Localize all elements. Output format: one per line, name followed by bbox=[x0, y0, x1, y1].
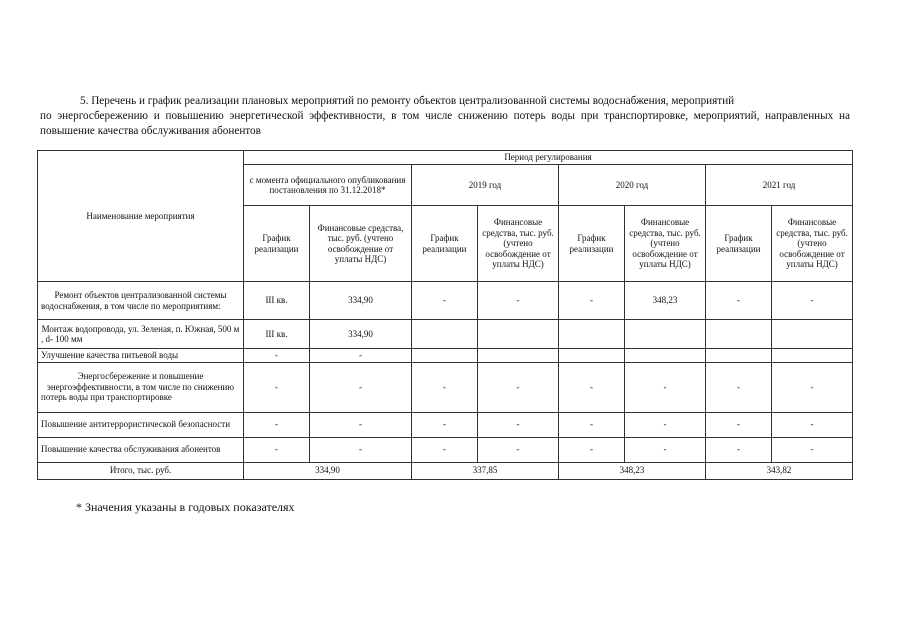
total-label: Итого, тыс. руб. bbox=[38, 462, 244, 479]
cell: - bbox=[478, 362, 559, 412]
cell: - bbox=[310, 412, 412, 437]
cell: - bbox=[478, 412, 559, 437]
cell: - bbox=[706, 437, 772, 462]
cell: - bbox=[310, 349, 412, 363]
row-name: Монтаж водопровода, ул. Зеленая, п. Южная, 500 м , d- 100 мм bbox=[38, 320, 244, 349]
footnote: * Значения указаны в годовых показателях bbox=[76, 500, 295, 514]
header-period-2021: 2021 год bbox=[706, 165, 853, 206]
header-period-2020: 2020 год bbox=[559, 165, 706, 206]
table-row bbox=[38, 362, 853, 412]
header-finance: Финансовые средства, тыс. руб. (учтено освобождение от уплаты НДС) bbox=[478, 206, 559, 282]
header-schedule: График реализации bbox=[706, 206, 772, 282]
cell bbox=[559, 320, 625, 349]
row-name: Повышение антитеррористической безопасности bbox=[38, 412, 244, 437]
total-row bbox=[38, 462, 853, 479]
header-period-initial: с момента официального опубликования постановления по 31.12.2018* bbox=[244, 165, 412, 206]
cell: - bbox=[412, 362, 478, 412]
heading-continuation: по энергосбережению и повышению энергетической эффективности, в том числе снижению потерь воды при транспортировке, мероприятий, направленных на повышение качества обслуживания абонентов bbox=[40, 110, 850, 137]
cell: - bbox=[310, 437, 412, 462]
cell bbox=[412, 320, 478, 349]
cell: 334,90 bbox=[310, 282, 412, 320]
cell: - bbox=[559, 282, 625, 320]
cell bbox=[478, 349, 559, 363]
total-2019: 337,85 bbox=[412, 462, 559, 479]
cell: - bbox=[625, 362, 706, 412]
header-finance: Финансовые средства, тыс. руб. (учтено освобождение от уплаты НДС) bbox=[310, 206, 412, 282]
cell: - bbox=[478, 282, 559, 320]
cell bbox=[706, 320, 772, 349]
header-finance: Финансовые средства, тыс. руб. (учтено освобождение от уплаты НДС) bbox=[772, 206, 853, 282]
cell bbox=[625, 320, 706, 349]
row-name: Повышение качества обслуживания абонентов bbox=[38, 437, 244, 462]
header-schedule: График реализации bbox=[559, 206, 625, 282]
cell: - bbox=[244, 412, 310, 437]
cell: - bbox=[559, 412, 625, 437]
cell: III кв. bbox=[244, 282, 310, 320]
cell: - bbox=[310, 362, 412, 412]
cell: - bbox=[706, 362, 772, 412]
cell bbox=[706, 349, 772, 363]
cell: - bbox=[772, 362, 853, 412]
cell: - bbox=[706, 412, 772, 437]
cell: - bbox=[244, 362, 310, 412]
cell: - bbox=[412, 437, 478, 462]
table-row bbox=[38, 412, 853, 437]
header-finance: Финансовые средства, тыс. руб. (учтено освобождение от уплаты НДС) bbox=[625, 206, 706, 282]
header-activity-name: Наименование мероприятия bbox=[38, 151, 244, 282]
header-period: Период регулирования bbox=[244, 151, 853, 165]
heading-first-line: 5. Перечень и график реализации плановых мероприятий по ремонту объектов централизованной системы водоснабжения, мероприятий bbox=[80, 95, 735, 107]
cell: - bbox=[412, 412, 478, 437]
cell: 334,90 bbox=[310, 320, 412, 349]
cell: - bbox=[478, 437, 559, 462]
cell: - bbox=[244, 349, 310, 363]
header-schedule: График реализации bbox=[244, 206, 310, 282]
plan-table bbox=[37, 150, 853, 480]
table-row bbox=[38, 349, 853, 363]
row-name: Улучшение качества питьевой воды bbox=[38, 349, 244, 363]
cell bbox=[412, 349, 478, 363]
cell bbox=[559, 349, 625, 363]
section-heading bbox=[40, 94, 850, 139]
cell: - bbox=[772, 412, 853, 437]
row-name: Энергосбережение и повышение энергоэффективности, в том числе по снижению потерь воды при транспортировке bbox=[38, 362, 244, 412]
row-name: Ремонт объектов централизованной системы водоснабжения, в том числе по мероприятиям: bbox=[38, 282, 244, 320]
cell: - bbox=[706, 282, 772, 320]
cell: - bbox=[625, 437, 706, 462]
total-initial: 334,90 bbox=[244, 462, 412, 479]
total-2021: 343,82 bbox=[706, 462, 853, 479]
table-row bbox=[38, 282, 853, 320]
cell: 348,23 bbox=[625, 282, 706, 320]
cell: - bbox=[559, 362, 625, 412]
table-row bbox=[38, 437, 853, 462]
cell bbox=[772, 320, 853, 349]
cell: III кв. bbox=[244, 320, 310, 349]
cell bbox=[478, 320, 559, 349]
header-row-period bbox=[38, 151, 853, 165]
total-2020: 348,23 bbox=[559, 462, 706, 479]
cell: - bbox=[244, 437, 310, 462]
table-row bbox=[38, 320, 853, 349]
cell: - bbox=[412, 282, 478, 320]
cell: - bbox=[772, 282, 853, 320]
cell: - bbox=[772, 437, 853, 462]
header-period-2019: 2019 год bbox=[412, 165, 559, 206]
cell bbox=[772, 349, 853, 363]
header-schedule: График реализации bbox=[412, 206, 478, 282]
cell: - bbox=[559, 437, 625, 462]
cell: - bbox=[625, 412, 706, 437]
cell bbox=[625, 349, 706, 363]
